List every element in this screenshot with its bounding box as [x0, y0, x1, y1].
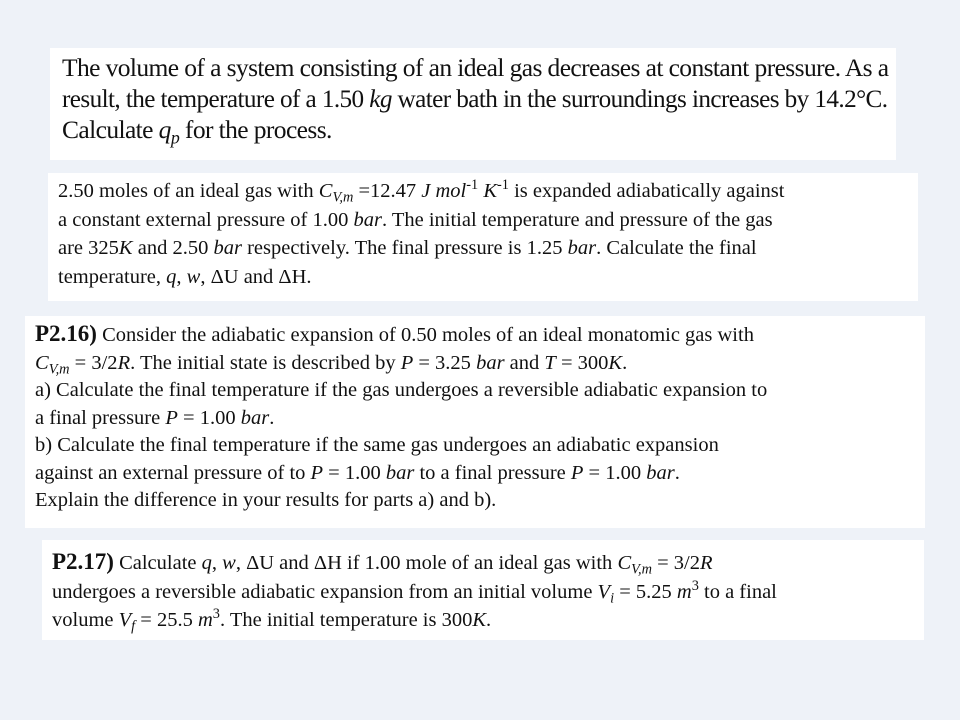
p216-line-1: P2.16) Consider the adiabatic expansion of 0.50 moles of an ideal monatomic gas with [35, 321, 754, 346]
p216-line-6: against an external pressure of to P = 1.00 bar to a final pressure P = 1.00 bar. [35, 461, 680, 484]
problem-a-line-3: Calculate $q_p$ for the process. [62, 115, 332, 148]
p217-number: P2.17) [52, 549, 114, 574]
p217-line-3: volume $V_f = 25.5$ $m^3$. The initial temperature is 300K. [52, 606, 492, 635]
problem-b-line-4: temperature, q, w, ΔU and ΔH. [58, 265, 312, 288]
problem-a-line-1: The volume of a system consisting of an ideal gas decreases at constant pressure. As a [62, 53, 889, 82]
problem-b-line-1: 2.50 moles of an ideal gas with $C_{V,m} =12.47$ J mol$^{-1}$ $K^{-1}$ is expanded adiabatically against [58, 177, 785, 206]
p216-number: P2.16) [35, 321, 97, 346]
problem-a-line-2: result, the temperature of a 1.50 kg water bath in the surroundings increases by 14.2°C. [62, 84, 888, 113]
problem-gas-compression [50, 48, 896, 160]
problem-b-line-2: a constant external pressure of 1.00 bar. The initial temperature and pressure of the gas [58, 208, 773, 231]
p216-line-3: a) Calculate the final temperature if the gas undergoes a reversible adiabatic expansion to [35, 379, 768, 401]
p217-line-1: P2.17) Calculate q, w, ΔU and ΔH if 1.00 mole of an ideal gas with $C_{V,m} = 3/2R$ [52, 549, 713, 578]
p216-line-4: a final pressure P = 1.00 bar. [35, 406, 275, 429]
problem-p2-16 [25, 316, 925, 528]
p216-line-2: $C_{V,m} = 3/2R$. The initial state is described by P = 3.25 bar and T = 300K. [35, 351, 628, 377]
problem-p2-17 [42, 540, 924, 640]
problem-adiabatic-expansion [48, 173, 918, 301]
p216-line-5: b) Calculate the final temperature if the same gas undergoes an adiabatic expansion [35, 434, 719, 456]
p216-line-7: Explain the difference in your results for parts a) and b). [35, 489, 497, 511]
p217-line-2: undergoes a reversible adiabatic expansion from an initial volume $V_i = 5.25$ $m^3$ to a final [52, 577, 777, 606]
problem-b-line-3: are 325K and 2.50 bar respectively. The final pressure is 1.25 bar. Calculate the final [58, 237, 757, 259]
